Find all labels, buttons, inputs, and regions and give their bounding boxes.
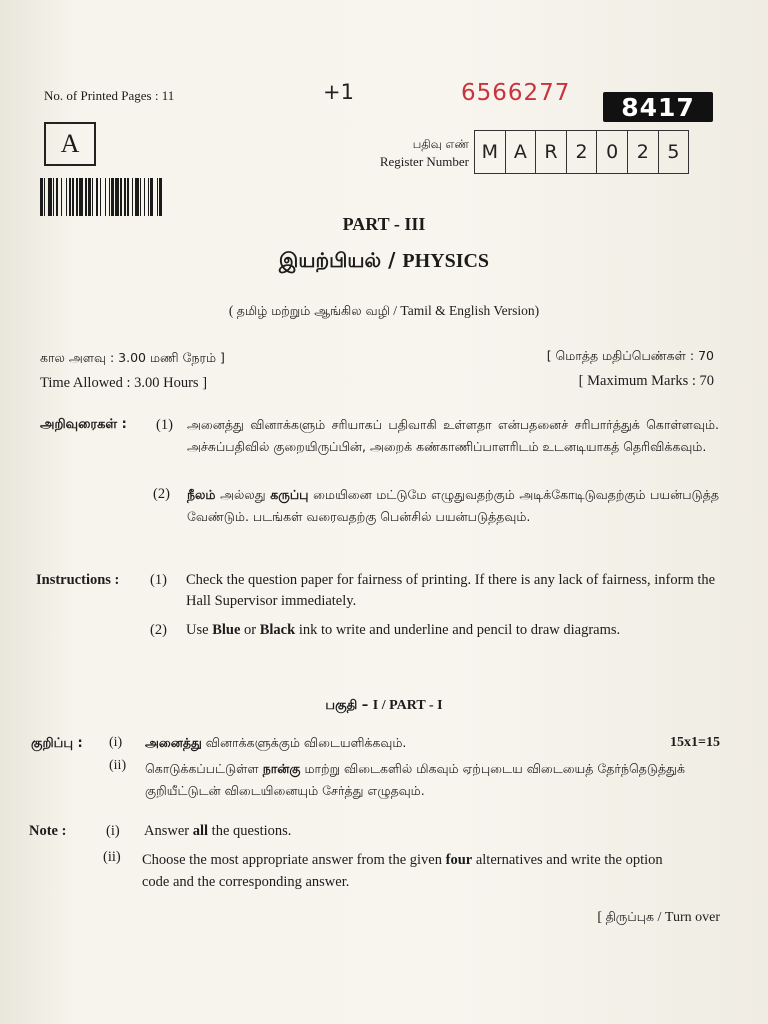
ink-black-en: Black <box>259 622 296 638</box>
text-span: ink to write and underline and pencil to draw diagrams. <box>295 622 621 638</box>
part-one-heading <box>0 697 768 714</box>
register-label-ta: பதிவு எண் <box>412 137 469 151</box>
version-en: / Tamil & English Version) <box>389 303 540 318</box>
printed-pages: No. of Printed Pages : 11 <box>44 88 175 103</box>
text-span: Answer <box>144 823 193 839</box>
text-span: Choose the most appropriate answer from the given <box>142 852 446 868</box>
bold-span: all <box>192 823 209 839</box>
note-number: (i) <box>106 823 120 839</box>
kurippu-text <box>145 735 406 752</box>
tamil-instruction-number: (2) <box>153 486 170 502</box>
tamil-instructions-label: அறிவுரைகள் : <box>40 417 127 432</box>
version-line <box>0 303 768 320</box>
part-title: PART - III <box>342 214 426 234</box>
register-number-boxes <box>474 130 689 174</box>
english-instructions-label: Instructions : <box>36 572 120 588</box>
tamil-instruction-number: (1) <box>156 417 173 433</box>
register-digit[interactable]: R <box>536 131 567 173</box>
ink-black-ta: கருப்பு <box>270 487 309 502</box>
text-span: Use <box>186 622 213 638</box>
kurippu-number: (i) <box>109 735 123 750</box>
barcode-bar <box>162 178 163 216</box>
turn-over-en: / Turn over <box>654 910 720 925</box>
ink-blue-en: Blue <box>212 622 241 638</box>
tamil-instruction-text: அனைத்து வினாக்களும் சரியாகப் பதிவாகி உள்ளதா என்பதனைச் சரிபார்த்துக் கொள்ளவும். அச்சுப்பதிவில் குறையிருப்பின், அறைக் கண்காணிப்பாளரிடம் உடனடியாகத் தெரிவிக்கவும். <box>187 417 719 454</box>
text-span: மையினை மட்டுமே எழுதுவதற்கும் அடிக்கோடிடுவதற்கும் பயன்படுத்த வேண்டும். படங்கள் வரைவதற்கு பென்சில் பயன்படுத்தவும். <box>187 487 719 524</box>
bold-span: நான்கு <box>262 761 301 776</box>
note-text <box>144 823 291 840</box>
english-instruction-number: (2) <box>150 622 167 638</box>
turn-over <box>597 909 720 926</box>
bold-span: four <box>445 852 473 868</box>
text-span: வினாக்களுக்கும் விடையளிக்கவும். <box>201 735 407 750</box>
note-label: Note : <box>29 823 67 839</box>
subject-title <box>0 248 768 275</box>
bold-span: அனைத்து <box>145 735 202 750</box>
note-text <box>142 849 690 893</box>
register-digit[interactable]: 0 <box>597 131 628 173</box>
time-allowed-ta: கால அளவு : 3.00 மணி நேரம் ] <box>40 350 225 365</box>
text-span: அல்லது <box>215 487 271 502</box>
english-instruction-text: Check the question paper for fairness of printing. If there is any lack of fairness, inform the Hall Supervisor immediately. <box>186 572 716 609</box>
serial-number: 6566277 <box>461 80 571 106</box>
register-digit[interactable]: 2 <box>567 131 598 173</box>
turn-over-ta: திருப்புக <box>605 909 654 924</box>
ink-blue-ta: நீலம் <box>187 487 216 502</box>
register-label <box>357 136 469 170</box>
register-digit[interactable]: A <box>506 131 537 173</box>
english-instruction-text <box>186 620 722 641</box>
part-heading-ta: பகுதி – <box>325 698 373 713</box>
version-ta: தமிழ் மற்றும் ஆங்கில வழி <box>236 303 390 318</box>
text-span: மாற்று விடைகளில் மிகவும் ஏற்புடைய விடையைத் தேர்ந்தெடுத்துக் குறியீட்டுடன் விடையினையும் சேர்த்து எழுதவும். <box>145 761 685 798</box>
barcode <box>40 178 202 216</box>
kurippu-label: குறிப்பு : <box>31 736 83 751</box>
question-code-badge: 8417 <box>603 92 713 122</box>
kurippu-text <box>145 758 685 802</box>
version-open: ( <box>228 303 237 318</box>
subject-title-en: PHYSICS <box>402 250 490 272</box>
series-box: A <box>44 122 96 166</box>
time-allowed-en: Time Allowed : 3.00 Hours ] <box>40 375 208 391</box>
text-span: or <box>240 622 260 638</box>
subject-title-ta: இயற்பியல் / <box>278 248 403 272</box>
marks-scheme: 15x1=15 <box>670 735 720 750</box>
max-marks-en: [ Maximum Marks : 70 <box>578 373 714 389</box>
part-heading-en: I / PART - I <box>372 698 443 713</box>
text-span: [ <box>597 910 606 925</box>
register-digit[interactable]: 2 <box>628 131 659 173</box>
text-span: கொடுக்கப்பட்டுள்ள <box>145 761 263 776</box>
text-span: the questions. <box>208 823 292 839</box>
kurippu-number: (ii) <box>109 758 127 773</box>
note-number: (ii) <box>103 849 121 865</box>
tamil-instruction-text <box>187 484 719 528</box>
text-span: alternatives and write the option code and the corresponding answer. <box>142 852 663 890</box>
register-label-en: Register Number <box>379 154 469 169</box>
register-digit[interactable]: M <box>475 131 506 173</box>
register-digit[interactable]: 5 <box>667 141 680 163</box>
max-marks-ta: [ மொத்த மதிப்பெண்கள் : 70 <box>546 348 714 363</box>
english-instruction-number: (1) <box>150 572 167 588</box>
handwritten-mark: +1 <box>323 80 354 104</box>
